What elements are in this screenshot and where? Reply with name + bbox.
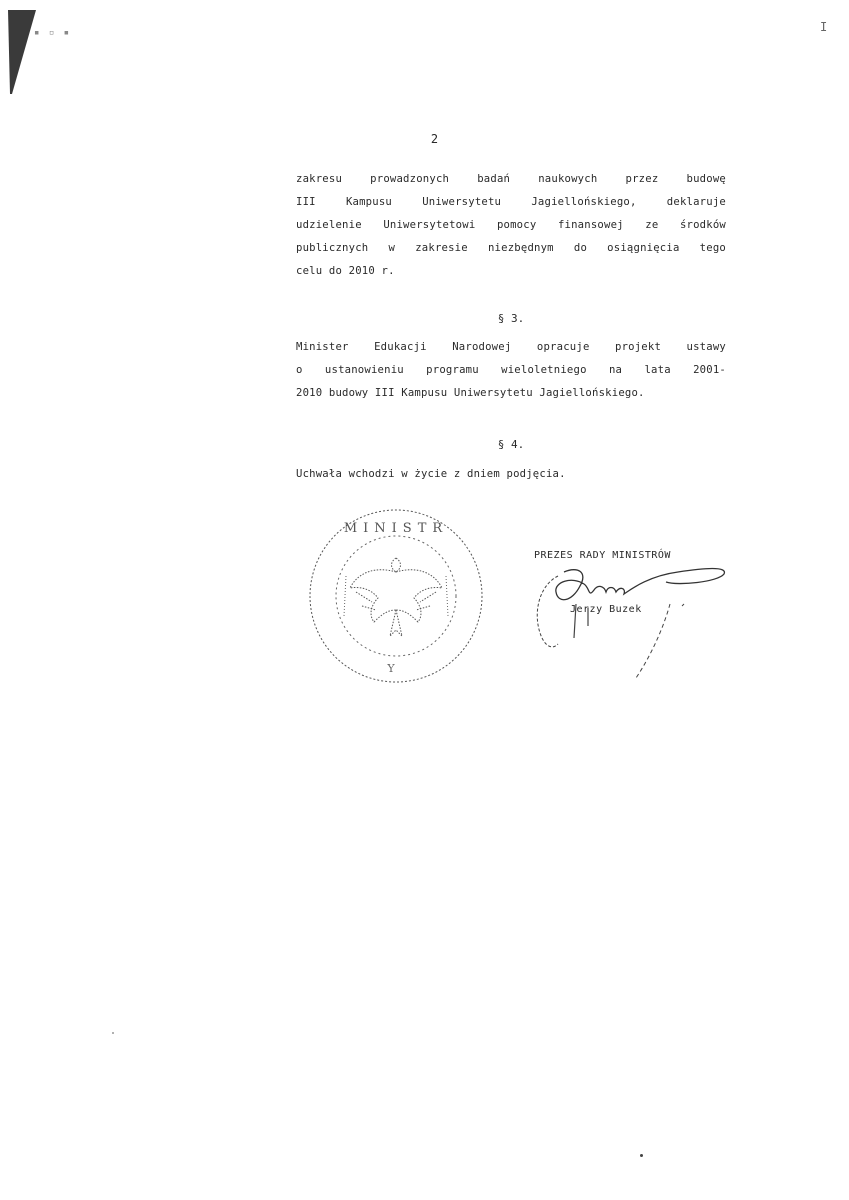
- scan-speck: [640, 1154, 643, 1157]
- signer-name: Jerzy Buzek: [570, 604, 642, 615]
- section-3-heading: § 3.: [497, 312, 525, 325]
- official-seal-stamp: [306, 506, 486, 686]
- section-3-text: [296, 336, 726, 405]
- eagle-emblem-icon: [350, 558, 442, 636]
- text-line: zakresu prowadzonych badań naukowych przez budowę: [296, 173, 726, 185]
- scan-noise-dots: ▪ ▫ ▪: [34, 28, 72, 38]
- paragraph-continuation: [296, 168, 726, 283]
- text-line: publicznych w zakresie niezbędnym do osiągnięcia tego: [296, 242, 726, 254]
- text-line: Uchwała wchodzi w życie z dniem podjęcia.: [296, 468, 566, 480]
- signature-block: [528, 546, 738, 686]
- handwritten-signature-icon: [528, 546, 738, 686]
- text-line: 2010 budowy III Kampusu Uniwersytetu Jagiellońskiego.: [296, 387, 645, 399]
- text-line: III Kampusu Uniwersytetu Jagiellońskiego, deklaruje: [296, 196, 726, 208]
- text-line: o ustanowieniu programu wieloletniego na lata 2001-: [296, 364, 726, 376]
- scan-speck: [112, 1032, 114, 1034]
- svg-text:MINISTR: MINISTR: [343, 521, 449, 536]
- page-number: 2: [430, 132, 439, 146]
- scan-corner-mark: [8, 10, 38, 100]
- text-line: Minister Edukacji Narodowej opracuje projekt ustawy: [296, 341, 726, 353]
- text-line: udzielenie Uniwersytetowi pomocy finansowej ze środków: [296, 219, 726, 231]
- corner-mark-right: I: [820, 20, 828, 34]
- section-4-text: [296, 463, 726, 486]
- signature-title: PREZES RADY MINISTRÓW: [534, 550, 671, 561]
- section-4-heading: § 4.: [497, 438, 525, 451]
- svg-text:Y: Y: [387, 662, 405, 675]
- text-line: celu do 2010 r.: [296, 265, 395, 277]
